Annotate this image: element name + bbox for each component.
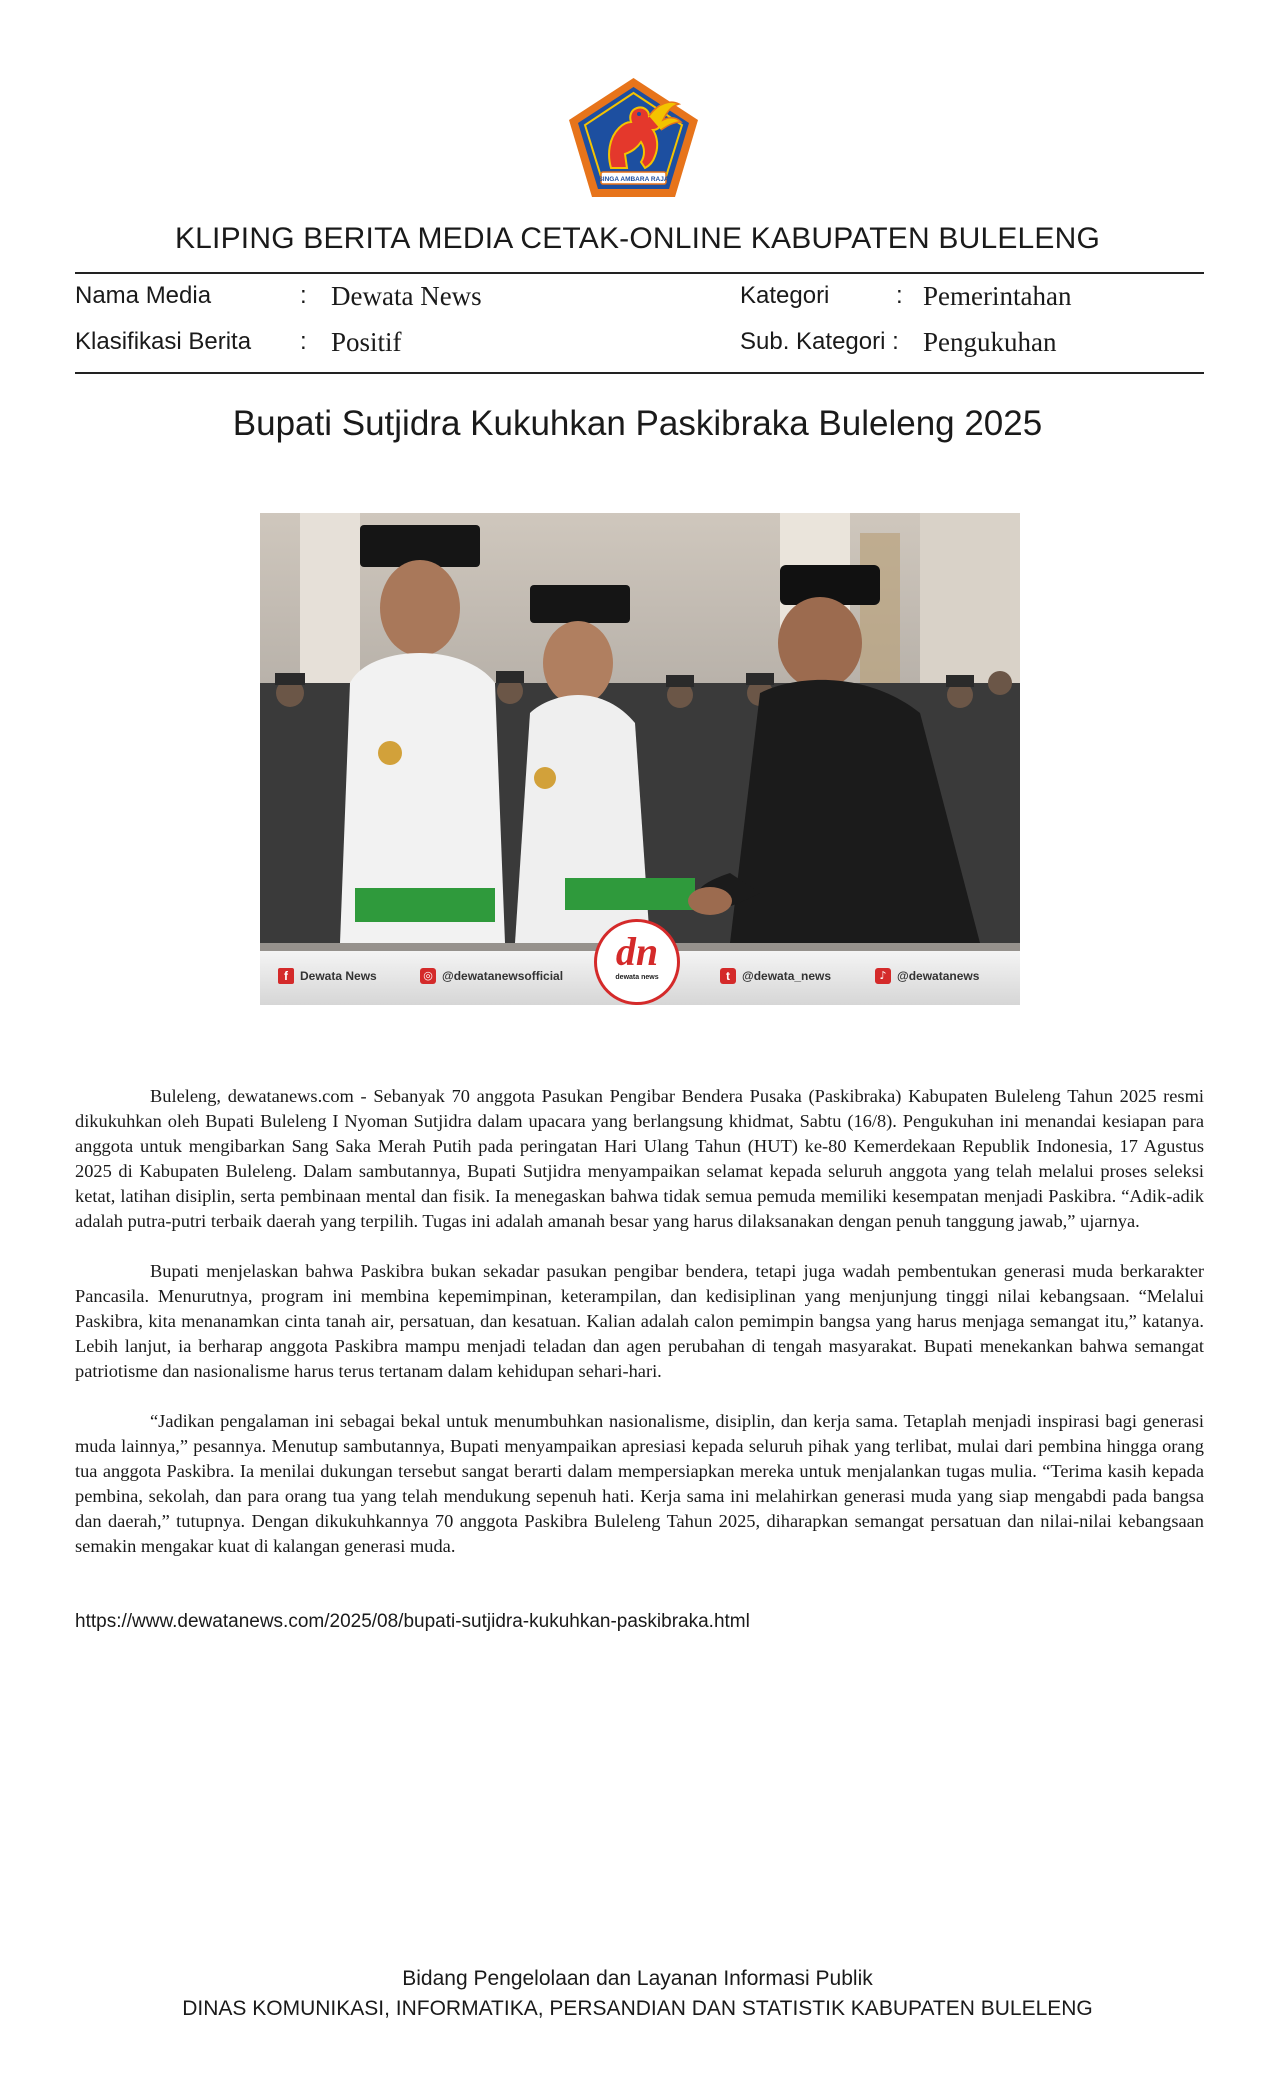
category-value: Pemerintahan [923, 281, 1072, 311]
classification-separator: : [300, 328, 307, 355]
subcategory-label: Sub. Kategori : [740, 328, 899, 355]
subcategory-value: Pengukuhan [923, 327, 1057, 357]
tiktok-handle: @dewatanews [897, 969, 980, 983]
document-header-title: KLIPING BERITA MEDIA CETAK-ONLINE KABUPATEN BULELENG [174, 222, 1101, 255]
tiktok-icon: ♪ [875, 968, 891, 984]
article-title: Bupati Sutjidra Kukuhkan Paskibraka Buleleng 2025 [232, 404, 1043, 443]
article-body [75, 1084, 1204, 1584]
instagram-handle: @dewatanewsofficial [442, 969, 564, 983]
social-item-facebook [278, 968, 377, 984]
dewata-news-logo-mark: dn [615, 929, 659, 974]
header-divider-bottom [75, 372, 1204, 374]
article-paragraph: Bupati menjelaskan bahwa Paskibra bukan sekadar pasukan pengibar bendera, tetapi juga wadah pembentukan generasi muda berkarakter Pancasila. Menurutnya, program ini membina kepemimpinan, keterampilan, dan kedisiplinan yang menjunjung tinggi nilai kebangsaan. “Melalui Paskibra, kita menanamkan cinta tanah air, persatuan, dan kesatuan. Kalian adalah calon pemimpin bangsa yang harus menjaga semangat itu,” katanya. Lebih lanjut, ia berharap anggota Paskibra mampu menjadi teladan dan agen perubahan di tengah masyarakat. Bupati menekankan bahwa semangat patriotisme dan nasionalisme harus terus tertanam dalam kehidupan sehari-hari. [75, 1261, 1204, 1381]
category-separator: : [896, 282, 903, 309]
article-paragraph: Buleleng, dewatanews.com - Sebanyak 70 anggota Pasukan Pengibar Bendera Pusaka (Paskibraka) Kabupaten Buleleng Tahun 2025 resmi dikukuhkan oleh Bupati Buleleng I Nyoman Sutjidra dalam upacara yang berlangsung khidmat, Sabtu (16/8). Pengukuhan ini menandai kesiapan para anggota untuk mengibarkan Sang Saka Merah Putih pada peringatan Hari Ulang Tahun (HUT) ke-80 Kemerdekaan Republik Indonesia, 17 Agustus 2025 di Kabupaten Buleleng. Dalam sambutannya, Bupati Sutjidra menyampaikan selamat kepada seluruh anggota yang telah melalui proses seleksi ketat, latihan disiplin, serta pembinaan mental dan fisik. Ia menegaskan bahwa tidak semua pemuda memiliki kesempatan menjadi Paskibra. “Adik-adik adalah putra-putri terbaik daerah yang terpilih. Tugas ini adalah amanah besar yang harus dilaksanakan dengan penuh tanggung jawab,” ujarnya. [75, 1086, 1204, 1231]
social-media-bar [260, 929, 1020, 1005]
social-item-instagram [420, 968, 563, 984]
dewata-news-logo-text: dewata news [615, 974, 659, 981]
footer-unit-name: Bidang Pengelolaan dan Layanan Informasi Publik [402, 1967, 873, 1990]
twitter-icon: t [720, 968, 736, 984]
facebook-handle: Dewata News [300, 969, 377, 983]
footer-agency-name: DINAS KOMUNIKASI, INFORMATIKA, PERSANDIAN DAN STATISTIK KABUPATEN BULELENG [182, 1997, 1093, 2020]
source-url: https://www.dewatanews.com/2025/08/bupati-sutjidra-kukuhkan-paskibraka.html [75, 1611, 750, 1632]
emblem-graphic [567, 76, 700, 199]
media-name-label: Nama Media [75, 282, 212, 309]
twitter-handle: @dewata_news [742, 969, 832, 983]
media-name-value: Dewata News [331, 281, 482, 311]
facebook-icon: f [278, 968, 294, 984]
motto-text: SINGA AMBARA RAJA [598, 176, 669, 183]
media-name-separator: : [300, 282, 307, 309]
article-paragraph: “Jadikan pengalaman ini sebagai bekal untuk menumbuhkan nasionalisme, disiplin, dan kerja sama. Tetaplah menjadi inspirasi bagi generasi muda lainnya,” pesannya. Menutup sambutannya, Bupati menyampaikan apresiasi kepada seluruh pihak yang terlibat, mulai dari pembina hingga orang tua anggota Paskibra. Ia menilai dukungan tersebut sangat berarti dalam mempersiapkan mereka untuk menjalankan tugas mulia. “Terima kasih kepada pembina, sekolah, dan para orang tua yang telah mendukung sepenuh hati. Kerja sama ini melahirkan generasi muda yang siap mengabdi pada bangsa dan daerah,” tutupnya. Dengan dikukuhkannya 70 anggota Paskibra Buleleng Tahun 2025, diharapkan semangat persatuan dan nilai-nilai kebangsaan semakin mengakar kuat di kalangan generasi muda. [75, 1411, 1204, 1556]
dewata-news-badge [594, 919, 680, 1005]
article-photo [260, 513, 1020, 1005]
classification-label: Klasifikasi Berita [75, 328, 252, 355]
classification-value: Positif [331, 327, 402, 357]
social-item-tiktok [875, 968, 979, 984]
instagram-icon: ◎ [420, 968, 436, 984]
category-label: Kategori [740, 282, 830, 309]
buleleng-emblem-logo [567, 76, 700, 199]
header-divider-top [75, 272, 1204, 274]
social-item-twitter [720, 968, 831, 984]
